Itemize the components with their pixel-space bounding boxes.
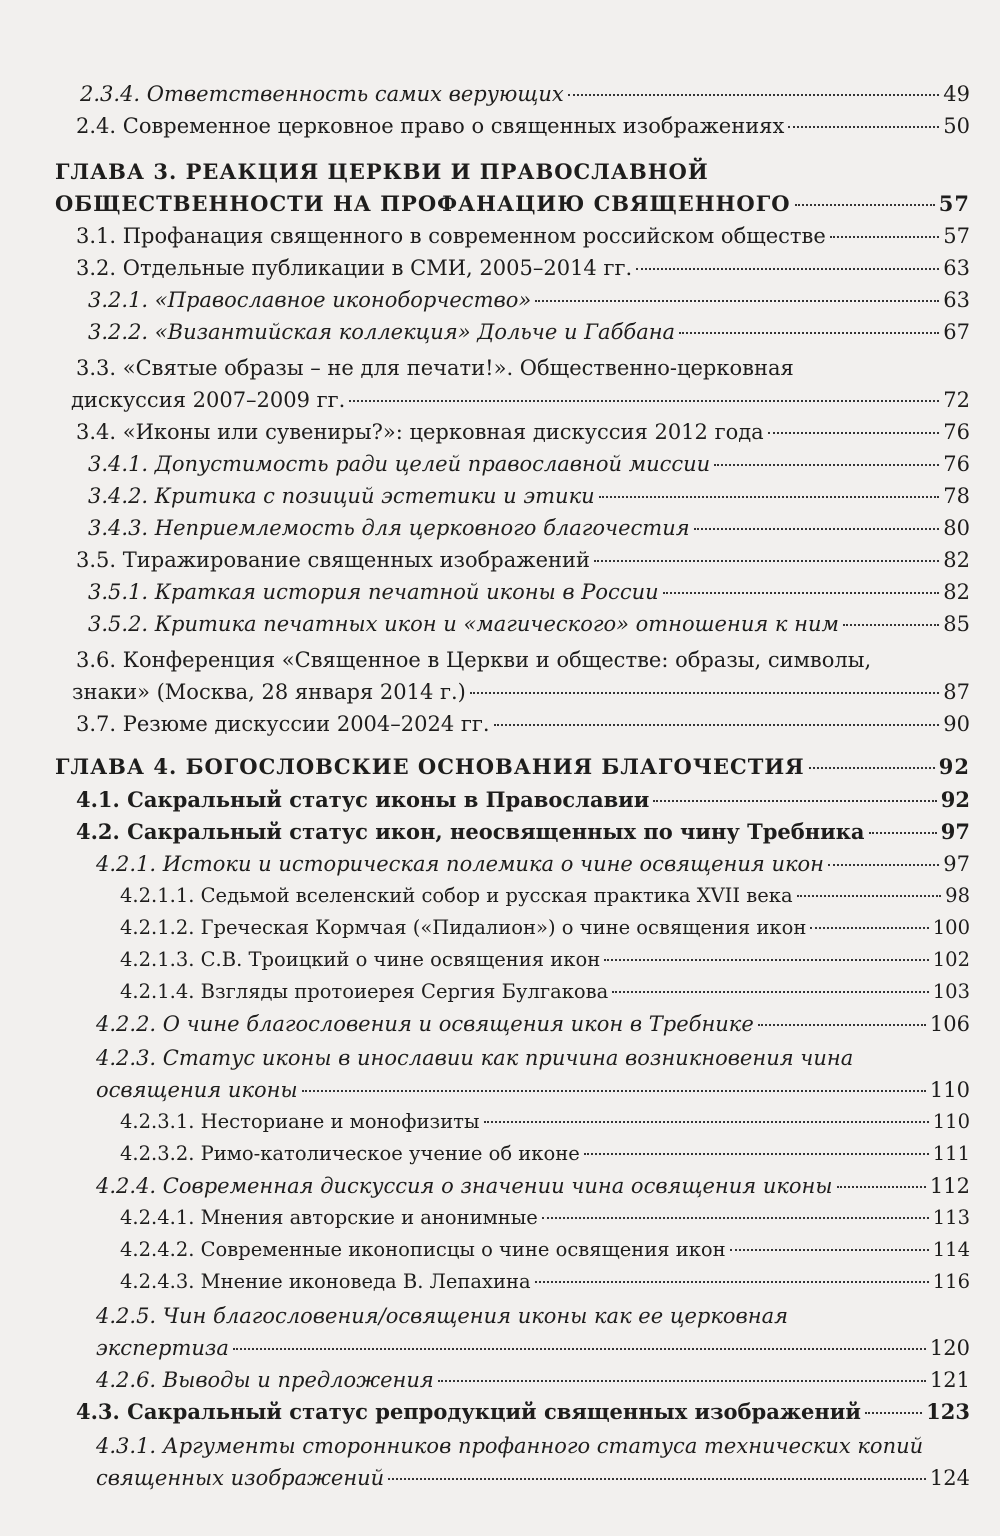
toc-page-number: 78: [943, 484, 970, 508]
toc-entry-title: 3.2.2. «Византийская коллекция» Дольче и Габбана: [88, 320, 676, 344]
toc-entry-title: 3.5.2. Критика печатных икон и «магического» отношения к ним: [88, 612, 839, 636]
toc-entry-3-1: [76, 220, 970, 252]
toc-entry-title: дискуссия 2007–2009 гг.: [71, 388, 346, 412]
toc-entry-3-5: [76, 544, 970, 576]
toc-entry-4-2-3-1: [120, 1106, 970, 1138]
toc-entry-2-4: [76, 110, 970, 142]
dot-leader: [535, 1281, 929, 1283]
toc-page-number: 72: [943, 388, 970, 412]
toc-entry-3-2-2: [88, 316, 970, 348]
dot-leader: [302, 1090, 926, 1092]
toc-entry-3-2-1: [88, 284, 970, 316]
toc-entry-3-7: [76, 708, 970, 740]
toc-page-number: 82: [943, 548, 970, 572]
toc-page-number: 106: [929, 1012, 970, 1036]
toc-entry-title: 4.2.3.2. Римо-католическое учение об иконе: [120, 1142, 580, 1165]
toc-entry-title-line1: 3.3. «Святые образы – не для печати!». Общественно-церковная: [76, 356, 794, 380]
toc-entry-4-2-5: [96, 1300, 970, 1364]
toc-entry-title: 4.3. Сакральный статус репродукций священных изображений: [76, 1399, 861, 1424]
toc-entry-2-3-4: [80, 78, 970, 110]
toc-entry-title: знаки» (Москва, 28 января 2014 г.): [72, 680, 466, 704]
dot-leader: [837, 1186, 926, 1188]
toc-entry-3-5-2: [88, 608, 970, 640]
dot-leader: [568, 94, 939, 96]
dot-leader: [612, 991, 929, 993]
toc-entry-3-6: [72, 644, 970, 708]
dot-leader: [636, 268, 939, 270]
dot-leader: [865, 1412, 922, 1414]
toc-entry-title: 4.1. Сакральный статус иконы в Православии: [76, 787, 650, 812]
dot-leader: [797, 895, 942, 897]
toc-page-number: 85: [943, 612, 970, 636]
dot-leader: [830, 236, 939, 238]
toc-page-number: 116: [932, 1270, 970, 1293]
dot-leader: [470, 692, 939, 694]
toc-entry-title: 4.2.1.3. С.В. Троицкий о чине освящения икон: [120, 948, 601, 971]
dot-leader: [843, 624, 939, 626]
dot-leader: [349, 400, 939, 402]
toc-page-number: 120: [929, 1336, 970, 1360]
dot-leader: [758, 1024, 926, 1026]
toc-entry-4-2-4: [96, 1170, 970, 1202]
toc-entry-4-2: [76, 816, 970, 848]
toc-page-number: 76: [943, 420, 970, 444]
dot-leader: [604, 959, 929, 961]
toc-entry-3-3: [71, 352, 970, 416]
dot-leader: [653, 800, 936, 802]
toc-page-number: 67: [943, 320, 970, 344]
toc-page-number: 98: [945, 884, 970, 907]
toc-entry-4-1: [76, 784, 970, 816]
toc-entry-title: ОБЩЕСТВЕННОСТИ НА ПРОФАНАЦИЮ СВЯЩЕННОГО: [55, 191, 791, 216]
toc-page-number: 92: [938, 754, 970, 779]
dot-leader: [809, 767, 935, 769]
toc-page-number: 97: [940, 819, 970, 844]
toc-entry-title: 4.2.1. Истоки и историческая полемика о чине освящения икон: [96, 852, 824, 876]
toc-entry-title: освящения иконы: [96, 1078, 298, 1102]
dot-leader: [542, 1217, 929, 1219]
toc-entry-title: 4.2.1.2. Греческая Кормчая («Пидалион») о чине освящения икон: [120, 916, 807, 939]
toc-entry-3-5-1: [88, 576, 970, 608]
dot-leader: [584, 1153, 929, 1155]
toc-entry-4-3: [76, 1396, 970, 1428]
dot-leader: [599, 496, 940, 498]
toc-page-number: 110: [929, 1078, 970, 1102]
toc-entry-3-4-2: [88, 480, 970, 512]
dot-leader: [484, 1121, 929, 1123]
toc-entry-4-3-1: [96, 1430, 970, 1494]
dot-leader: [233, 1348, 926, 1350]
toc-entry-title: 4.2.3.1. Несториане и монофизиты: [120, 1110, 480, 1133]
dot-leader: [810, 927, 928, 929]
toc-page-number: 103: [932, 980, 970, 1003]
toc-entry-3-2: [76, 252, 970, 284]
toc-page-number: 121: [929, 1368, 970, 1392]
toc-page-number: 49: [943, 82, 970, 106]
dot-leader: [535, 300, 939, 302]
toc-entry-4-2-1-1: [120, 880, 970, 912]
toc-page-number: 90: [943, 712, 970, 736]
toc-entry-title: 3.5.1. Краткая история печатной иконы в России: [88, 580, 659, 604]
toc-entry-title: 4.2. Сакральный статус икон, неосвященных по чину Требника: [76, 819, 865, 844]
toc-chapter-4: [55, 751, 970, 783]
toc-entry-title: 3.2. Отдельные публикации в СМИ, 2005–2014 гг.: [76, 256, 633, 280]
dot-leader: [768, 432, 940, 434]
toc-entry-4-2-6: [96, 1364, 970, 1396]
toc-entry-title: 3.4.3. Неприемлемость для церковного благочестия: [88, 516, 690, 540]
toc-entry-4-2-1: [96, 848, 970, 880]
dot-leader: [679, 332, 939, 334]
toc-entry-4-2-1-4: [120, 976, 970, 1008]
toc-entry-title-line1: 4.2.5. Чин благословения/освящения иконы как ее церковная: [96, 1304, 789, 1328]
toc-page-number: 63: [943, 288, 970, 312]
toc-entry-title-line1: 4.2.3. Статус иконы в инославии как причина возникновения чина: [96, 1046, 854, 1070]
toc-page-number: 113: [932, 1206, 970, 1229]
toc-page-number: 87: [943, 680, 970, 704]
toc-entry-title: 4.2.1.4. Взгляды протоиерея Сергия Булгакова: [120, 980, 609, 1003]
toc-page-number: 57: [943, 224, 970, 248]
toc-entry-4-2-4-1: [120, 1202, 970, 1234]
toc-entry-title-line1: 3.6. Конференция «Священное в Церкви и обществе: образы, символы,: [76, 648, 872, 672]
toc-page-number: 82: [943, 580, 970, 604]
toc-entry-3-4: [76, 416, 970, 448]
toc-page-number: 57: [938, 191, 970, 216]
dot-leader: [714, 464, 939, 466]
toc-entry-4-2-3-2: [120, 1138, 970, 1170]
toc-page-number: 100: [932, 916, 970, 939]
toc-page-number: 111: [932, 1142, 970, 1165]
dot-leader: [869, 832, 937, 834]
dot-leader: [795, 204, 935, 206]
dot-leader: [694, 528, 940, 530]
toc-entry-title: 4.2.4. Современная дискуссия о значении чина освящения иконы: [96, 1174, 833, 1198]
toc-page-number: 97: [943, 852, 970, 876]
dot-leader: [730, 1249, 929, 1251]
toc-entry-title: 4.2.6. Выводы и предложения: [96, 1368, 434, 1392]
toc-entry-title: экспертиза: [96, 1336, 229, 1360]
toc-entry-4-2-4-3: [120, 1266, 970, 1298]
toc-page-number: 102: [932, 948, 970, 971]
toc-entry-title: 4.2.4.2. Современные иконописцы о чине освящения икон: [120, 1238, 726, 1261]
toc-entry-title: 3.2.1. «Православное иконоборчество»: [88, 288, 532, 312]
dot-leader: [388, 1478, 926, 1480]
toc-page-number: 110: [932, 1110, 970, 1133]
toc-entry-title: 4.2.4.3. Мнение иконоведа В. Лепахина: [120, 1270, 531, 1293]
toc-entry-title: 3.7. Резюме дискуссии 2004–2024 гг.: [76, 712, 490, 736]
toc-entry-title: 2.4. Современное церковное право о священных изображениях: [76, 114, 785, 138]
dot-leader: [594, 560, 939, 562]
toc-page-number: 112: [929, 1174, 970, 1198]
dot-leader: [788, 126, 939, 128]
toc-entry-title-line1: ГЛАВА 3. РЕАКЦИЯ ЦЕРКВИ И ПРАВОСЛАВНОЙ: [55, 159, 709, 184]
toc-entry-4-2-1-2: [120, 912, 970, 944]
toc-entry-3-4-3: [88, 512, 970, 544]
toc-page-number: 50: [943, 114, 970, 138]
toc-entry-title: 3.1. Профанация священного в современном российском обществе: [76, 224, 826, 248]
toc-entry-title: 3.5. Тиражирование священных изображений: [76, 548, 590, 572]
toc-page-number: 114: [932, 1238, 970, 1261]
toc-page-number: 63: [943, 256, 970, 280]
toc-entry-title: 2.3.4. Ответственность самих верующих: [80, 82, 564, 106]
toc-entry-title-line1: 4.3.1. Аргументы сторонников профанного статуса технических копий: [96, 1434, 924, 1458]
toc-entry-title: ГЛАВА 4. БОГОСЛОВСКИЕ ОСНОВАНИЯ БЛАГОЧЕСТИЯ: [55, 754, 805, 779]
dot-leader: [663, 592, 940, 594]
toc-entry-3-4-1: [88, 448, 970, 480]
toc-entry-4-2-2: [96, 1008, 970, 1040]
toc-entry-4-2-4-2: [120, 1234, 970, 1266]
toc-entry-4-2-1-3: [120, 944, 970, 976]
toc-entry-title: 4.2.1.1. Седьмой вселенский собор и русская практика XVII века: [120, 884, 793, 907]
toc-page-number: 92: [940, 787, 970, 812]
toc-entry-title: 3.4.1. Допустимость ради целей православной миссии: [88, 452, 711, 476]
dot-leader: [494, 724, 940, 726]
toc-entry-title: 4.2.2. О чине благословения и освящения икон в Требнике: [96, 1012, 754, 1036]
toc-page-number: 124: [929, 1466, 970, 1490]
toc-page-number: 76: [943, 452, 970, 476]
toc-entry-4-2-3: [96, 1042, 970, 1106]
toc-page-number: 80: [943, 516, 970, 540]
dot-leader: [438, 1380, 926, 1382]
toc-chapter-3: [55, 156, 970, 220]
toc-entry-title: 4.2.4.1. Мнения авторские и анонимные: [120, 1206, 538, 1229]
dot-leader: [828, 864, 939, 866]
toc-entry-title: 3.4.2. Критика с позиций эстетики и этики: [88, 484, 595, 508]
toc-entry-title: священных изображений: [96, 1466, 385, 1490]
toc-entry-title: 3.4. «Иконы или сувениры?»: церковная дискуссия 2012 года: [76, 420, 764, 444]
toc-page-number: 123: [926, 1399, 970, 1424]
